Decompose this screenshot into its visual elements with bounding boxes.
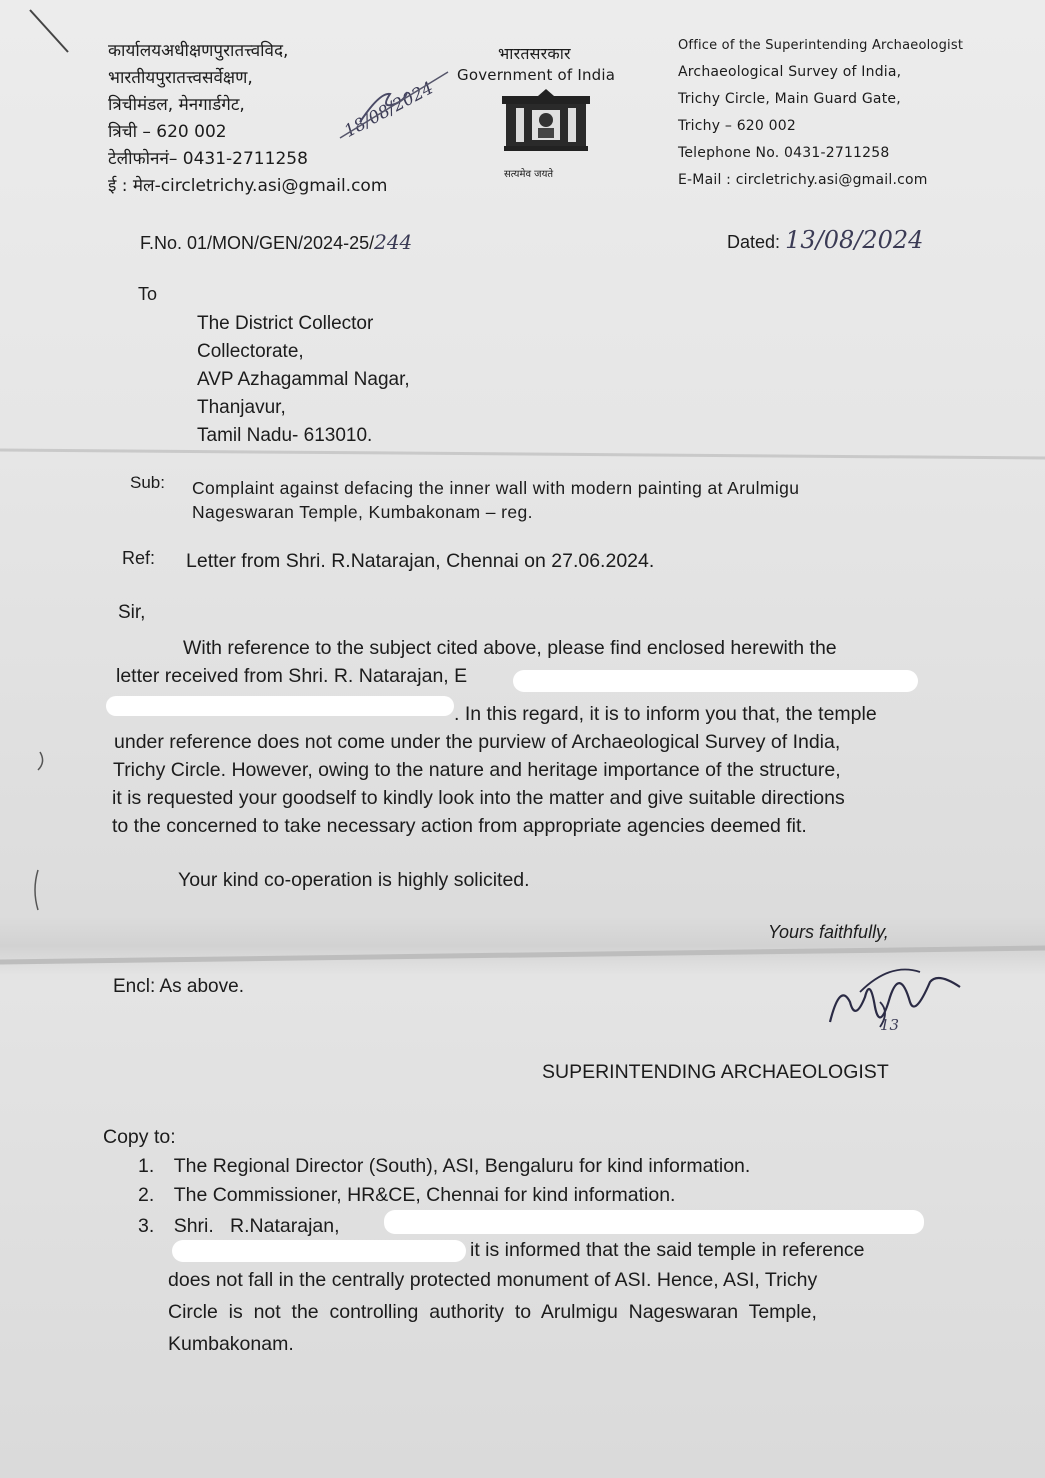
hindi-line: कार्यालयअधीक्षणपुरातत्त्वविद, — [108, 41, 289, 61]
address-line: Office of the Superintending Archaeologist — [678, 38, 964, 53]
copy-item-3-line-4: Circle is not the controlling authority to Arulmigu Nageswaran Temple, — [168, 1301, 817, 1323]
recipient-line: Collectorate, — [197, 341, 304, 362]
recipient-line: Thanjavur, — [197, 397, 286, 418]
stamp-border — [336, 68, 456, 158]
emblem-motto: सत्यमेव जयते — [504, 169, 554, 180]
redaction-box — [172, 1240, 466, 1262]
redaction-box — [106, 696, 454, 716]
subject-label: Sub: — [130, 473, 165, 492]
address-line: Telephone No. 0431-2711258 — [678, 145, 890, 161]
body-line-5: Trichy Circle. However, owing to the nature and heritage importance of the structure, — [113, 759, 841, 781]
copy-item-3 — [138, 1212, 350, 1240]
body-line-7: to the concerned to take necessary action from appropriate agencies deemed fit. — [112, 815, 807, 837]
hindi-line: त्रिचीमंडल, मेनगार्डगेट, — [108, 95, 245, 115]
reference-label: Ref: — [122, 548, 156, 568]
address-line: Trichy – 620 002 — [678, 118, 796, 134]
copy-item-text: The Commissioner, HR&CE, Chennai for kind information. — [173, 1184, 676, 1206]
national-emblem-icon — [498, 88, 594, 154]
salutation: Sir, — [118, 602, 146, 623]
subject-text — [192, 476, 799, 524]
copy-item-3-line-2: it is informed that the said temple in reference — [470, 1239, 865, 1261]
body-line-3: . In this regard, it is to inform you that, the temple — [454, 703, 877, 725]
redaction-box — [513, 670, 918, 692]
received-stamp-date: 18/08/2024 — [341, 78, 437, 142]
english-address — [678, 32, 963, 194]
copy-item-3-line-5: Kumbakonam. — [168, 1333, 294, 1355]
subject-line: Complaint against defacing the inner wall with modern painting at Arulmigu — [192, 478, 800, 498]
hindi-line: त्रिची – 620 002 — [108, 122, 227, 142]
signature-date: 13 — [880, 1016, 900, 1034]
dated-label: Dated: — [727, 232, 781, 252]
copy-item-1 — [138, 1152, 750, 1180]
copy-to-label: Copy to: — [103, 1126, 176, 1148]
dated — [727, 226, 923, 254]
copy-item-number: 3. — [138, 1215, 155, 1237]
copy-item-text: Shri. R.Natarajan, — [173, 1215, 351, 1237]
hindi-line: टेलीफोननं– 0431-2711258 — [108, 149, 308, 169]
reference-text: Letter from Shri. R.Natarajan, Chennai on 27.06.2024. — [186, 550, 655, 572]
recipient-line: Tamil Nadu- 613010. — [197, 425, 373, 446]
recipient-line: The District Collector — [197, 313, 374, 334]
copy-item-2 — [138, 1181, 675, 1209]
redaction-box — [384, 1210, 924, 1234]
enclosure: Encl: As above. — [113, 976, 244, 997]
file-number-text: F.No. 01/MON/GEN/2024-25/ — [140, 233, 375, 253]
address-line: Trichy Circle, Main Guard Gate, — [678, 91, 901, 107]
address-line: Archaeological Survey of India, — [678, 64, 902, 80]
address-line: E-Mail : circletrichy.asi@gmail.com — [678, 172, 928, 188]
hindi-line: भारतीयपुरातत्त्वसर्वेक्षण, — [108, 68, 253, 88]
body-line-6: it is requested your goodself to kindly look into the matter and give suitable directions — [112, 787, 845, 809]
center-english: Government of India — [457, 66, 616, 84]
hindi-line: ई : मेल-circletrichy.asi@gmail.com — [108, 176, 388, 196]
designation: SUPERINTENDING ARCHAEOLOGIST — [542, 1061, 889, 1083]
file-number-handwritten: 244 — [374, 230, 413, 254]
recipient-address — [197, 310, 410, 450]
subject-line: Nageswaran Temple, Kumbakonam – reg. — [192, 502, 533, 522]
cooperation-line: Your kind co-operation is highly solicited. — [178, 869, 530, 891]
copy-item-number: 1. — [138, 1155, 155, 1177]
to-label: To — [138, 284, 158, 304]
copy-item-number: 2. — [138, 1184, 155, 1206]
center-hindi: भारतसरकार — [498, 44, 571, 63]
dated-handwritten: 13/08/2024 — [785, 226, 924, 254]
copy-item-3-line-3: does not fall in the centrally protected monument of ASI. Hence, ASI, Trichy — [168, 1269, 818, 1291]
body-line-4: under reference does not come under the purview of Archaeological Survey of India, — [114, 731, 841, 753]
recipient-line: AVP Azhagammal Nagar, — [197, 369, 410, 390]
closing: Yours faithfully, — [768, 922, 889, 942]
copy-item-text: The Regional Director (South), ASI, Bengaluru for kind information. — [173, 1155, 751, 1177]
body-line-2: letter received from Shri. R. Natarajan, E — [116, 665, 468, 687]
body-line-1: With reference to the subject cited above, please find enclosed herewith the — [183, 637, 837, 659]
file-number — [140, 230, 412, 254]
